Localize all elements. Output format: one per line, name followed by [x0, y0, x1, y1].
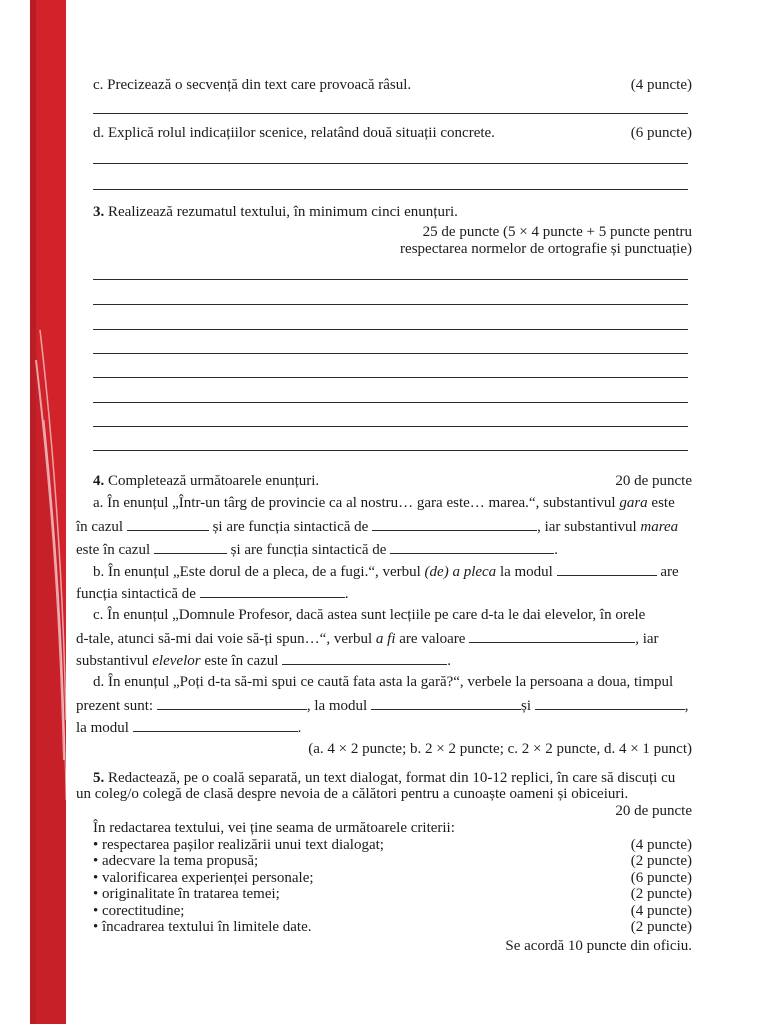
q4c-line3: [76, 652, 451, 670]
answer-line[interactable]: [93, 189, 688, 190]
criterion-points: (2 puncte): [630, 886, 692, 902]
q4b-line1: [93, 563, 679, 581]
criterion-label: • valorificarea experienței personale;: [93, 870, 314, 886]
criterion-points: (2 puncte): [630, 853, 692, 869]
blank-field[interactable]: [127, 518, 209, 531]
q5-number: 5.: [93, 770, 105, 786]
answer-line[interactable]: [93, 450, 688, 451]
q4d-text: .: [297, 720, 302, 736]
q4d-text: la modul: [76, 720, 129, 736]
q4c-word: a fi: [375, 631, 396, 647]
criterion-label: • respectarea pașilor realizării unui text dialogat;: [93, 837, 384, 853]
q4a-text: și are funcția sintactică de: [212, 519, 369, 535]
q3-points-line2: respectarea normelor de ortografie și punctuație): [400, 241, 692, 257]
blank-field[interactable]: [557, 563, 657, 576]
criterion-label: • originalitate în tratarea temei;: [93, 886, 280, 902]
q4d-text: , la modul: [306, 698, 368, 714]
blank-field[interactable]: [133, 719, 298, 732]
blank-field[interactable]: [469, 630, 635, 643]
q4c-line2: [76, 630, 659, 648]
blank-field[interactable]: [157, 697, 307, 710]
q5-line2: un coleg/o colegă de clasă despre nevoia de a călători pentru a cunoaște oameni și obiceiuri.: [76, 786, 629, 802]
q5-text: Redactează, pe o coală separată, un text dialogat, format din 10-12 replici, în care să discuți cu: [108, 770, 676, 786]
answer-line[interactable]: [93, 402, 688, 403]
q4-scoring: (a. 4 × 2 puncte; b. 2 × 2 puncte; c. 2 × 2 puncte, d. 4 × 1 punct): [308, 741, 692, 757]
criterion-points: (4 puncte): [630, 837, 692, 853]
q4c-text: substantivul: [76, 653, 149, 669]
q4-points: 20 de puncte: [615, 473, 692, 489]
blank-field[interactable]: [372, 518, 537, 531]
q5-criteria-intro: În redactarea textului, vei ține seama de următoarele criterii:: [93, 820, 455, 836]
blank-field[interactable]: [154, 541, 227, 554]
blank-field[interactable]: [390, 541, 554, 554]
q4a-line1: [93, 495, 675, 512]
q4c-text: are valoare: [399, 631, 466, 647]
q4d-text: ,: [684, 698, 689, 714]
q4d-line2: [76, 697, 689, 715]
q4b-word: (de) a pleca: [424, 564, 497, 580]
q4c-line1: c. În enunțul „Domnule Profesor, dacă astea sunt lecțiile pe care d-ta le dai elevelor, în orele: [93, 607, 646, 623]
q4b-line2: [76, 585, 348, 603]
q4c-text: .: [447, 653, 451, 669]
q3-text: Realizează rezumatul textului, în minimum cinci enunțuri.: [108, 204, 458, 220]
q4c-text: este în cazul: [204, 653, 279, 669]
q3-heading: [93, 204, 458, 221]
q2d-text: d. Explică rolul indicațiilor scenice, relatând două situații concrete.: [93, 125, 495, 141]
q4b-text: la modul: [499, 564, 553, 580]
q2c-text: c. Precizează o secvență din text care provoacă râsul.: [93, 77, 412, 93]
answer-line[interactable]: [93, 304, 688, 305]
criterion-label: • corectitudine;: [93, 903, 185, 919]
q4d-text: prezent sunt:: [76, 698, 154, 714]
q4a-text: este în cazul: [76, 542, 151, 558]
q5-points: 20 de puncte: [615, 803, 692, 819]
criterion-points: (2 puncte): [630, 919, 692, 935]
q5-line1: [93, 770, 675, 787]
q4a-text: în cazul: [76, 519, 124, 535]
q4d-text: și: [520, 698, 531, 714]
q4-text: Completează următoarele enunțuri.: [108, 473, 320, 489]
answer-line[interactable]: [93, 113, 688, 114]
q4a-text: și are funcția sintactică de: [230, 542, 387, 558]
q2d-points: (6 puncte): [630, 125, 692, 141]
q4a-word-gara: gara: [619, 495, 648, 511]
band-swoosh-decoration: [0, 0, 100, 1024]
criterion-points: (6 puncte): [630, 870, 692, 886]
q4d-line1: d. În enunțul „Poți d-ta să-mi spui ce caută fata asta la gară?“, verbele la persoana a doua, timpul: [93, 674, 674, 690]
q4b-text: .: [344, 586, 349, 602]
q4c-text: d-tale, atunci să-mi dai voie să-ți spun…“, verbul: [76, 631, 373, 647]
q3-points-line1: 25 de puncte (5 × 4 puncte + 5 puncte pentru: [422, 224, 692, 240]
blank-field[interactable]: [200, 585, 345, 598]
q4a-line3: [76, 541, 558, 559]
q4d-line3: [76, 719, 301, 737]
q4c-text: , iar: [635, 631, 659, 647]
q4-number: 4.: [93, 473, 105, 489]
blank-field[interactable]: [282, 652, 447, 665]
criterion-label: • adecvare la tema propusă;: [93, 853, 259, 869]
q3-number: 3.: [93, 204, 105, 220]
q4b-text: are: [660, 564, 679, 580]
q2c-points: (4 puncte): [630, 77, 692, 93]
answer-line[interactable]: [93, 377, 688, 378]
q4-heading: [93, 473, 319, 490]
answer-line[interactable]: [93, 329, 688, 330]
q4b-prompt: b. În enunțul „Este dorul de a pleca, de a fugi.“, verbul: [93, 564, 421, 580]
q4a-line2: [76, 518, 678, 536]
criterion-points: (4 puncte): [630, 903, 692, 919]
q4c-word: elevelor: [152, 653, 201, 669]
q4a-text: este: [651, 495, 675, 511]
answer-line[interactable]: [93, 279, 688, 280]
q4a-word-marea: marea: [640, 519, 679, 535]
answer-line[interactable]: [93, 163, 688, 164]
q4b-text: funcția sintactică de: [76, 586, 196, 602]
blank-field[interactable]: [371, 697, 521, 710]
q4a-prompt: a. În enunțul „Într-un târg de provincie ca al nostru… gara este… marea.“, substantivul: [93, 495, 616, 511]
blank-field[interactable]: [535, 697, 685, 710]
answer-line[interactable]: [93, 426, 688, 427]
q4a-text: .: [554, 542, 558, 558]
answer-line[interactable]: [93, 353, 688, 354]
q4a-text: , iar substantivul: [537, 519, 637, 535]
bonus-points-note: Se acordă 10 puncte din oficiu.: [505, 938, 692, 954]
criterion-label: • încadrarea textului în limitele date.: [93, 919, 312, 935]
